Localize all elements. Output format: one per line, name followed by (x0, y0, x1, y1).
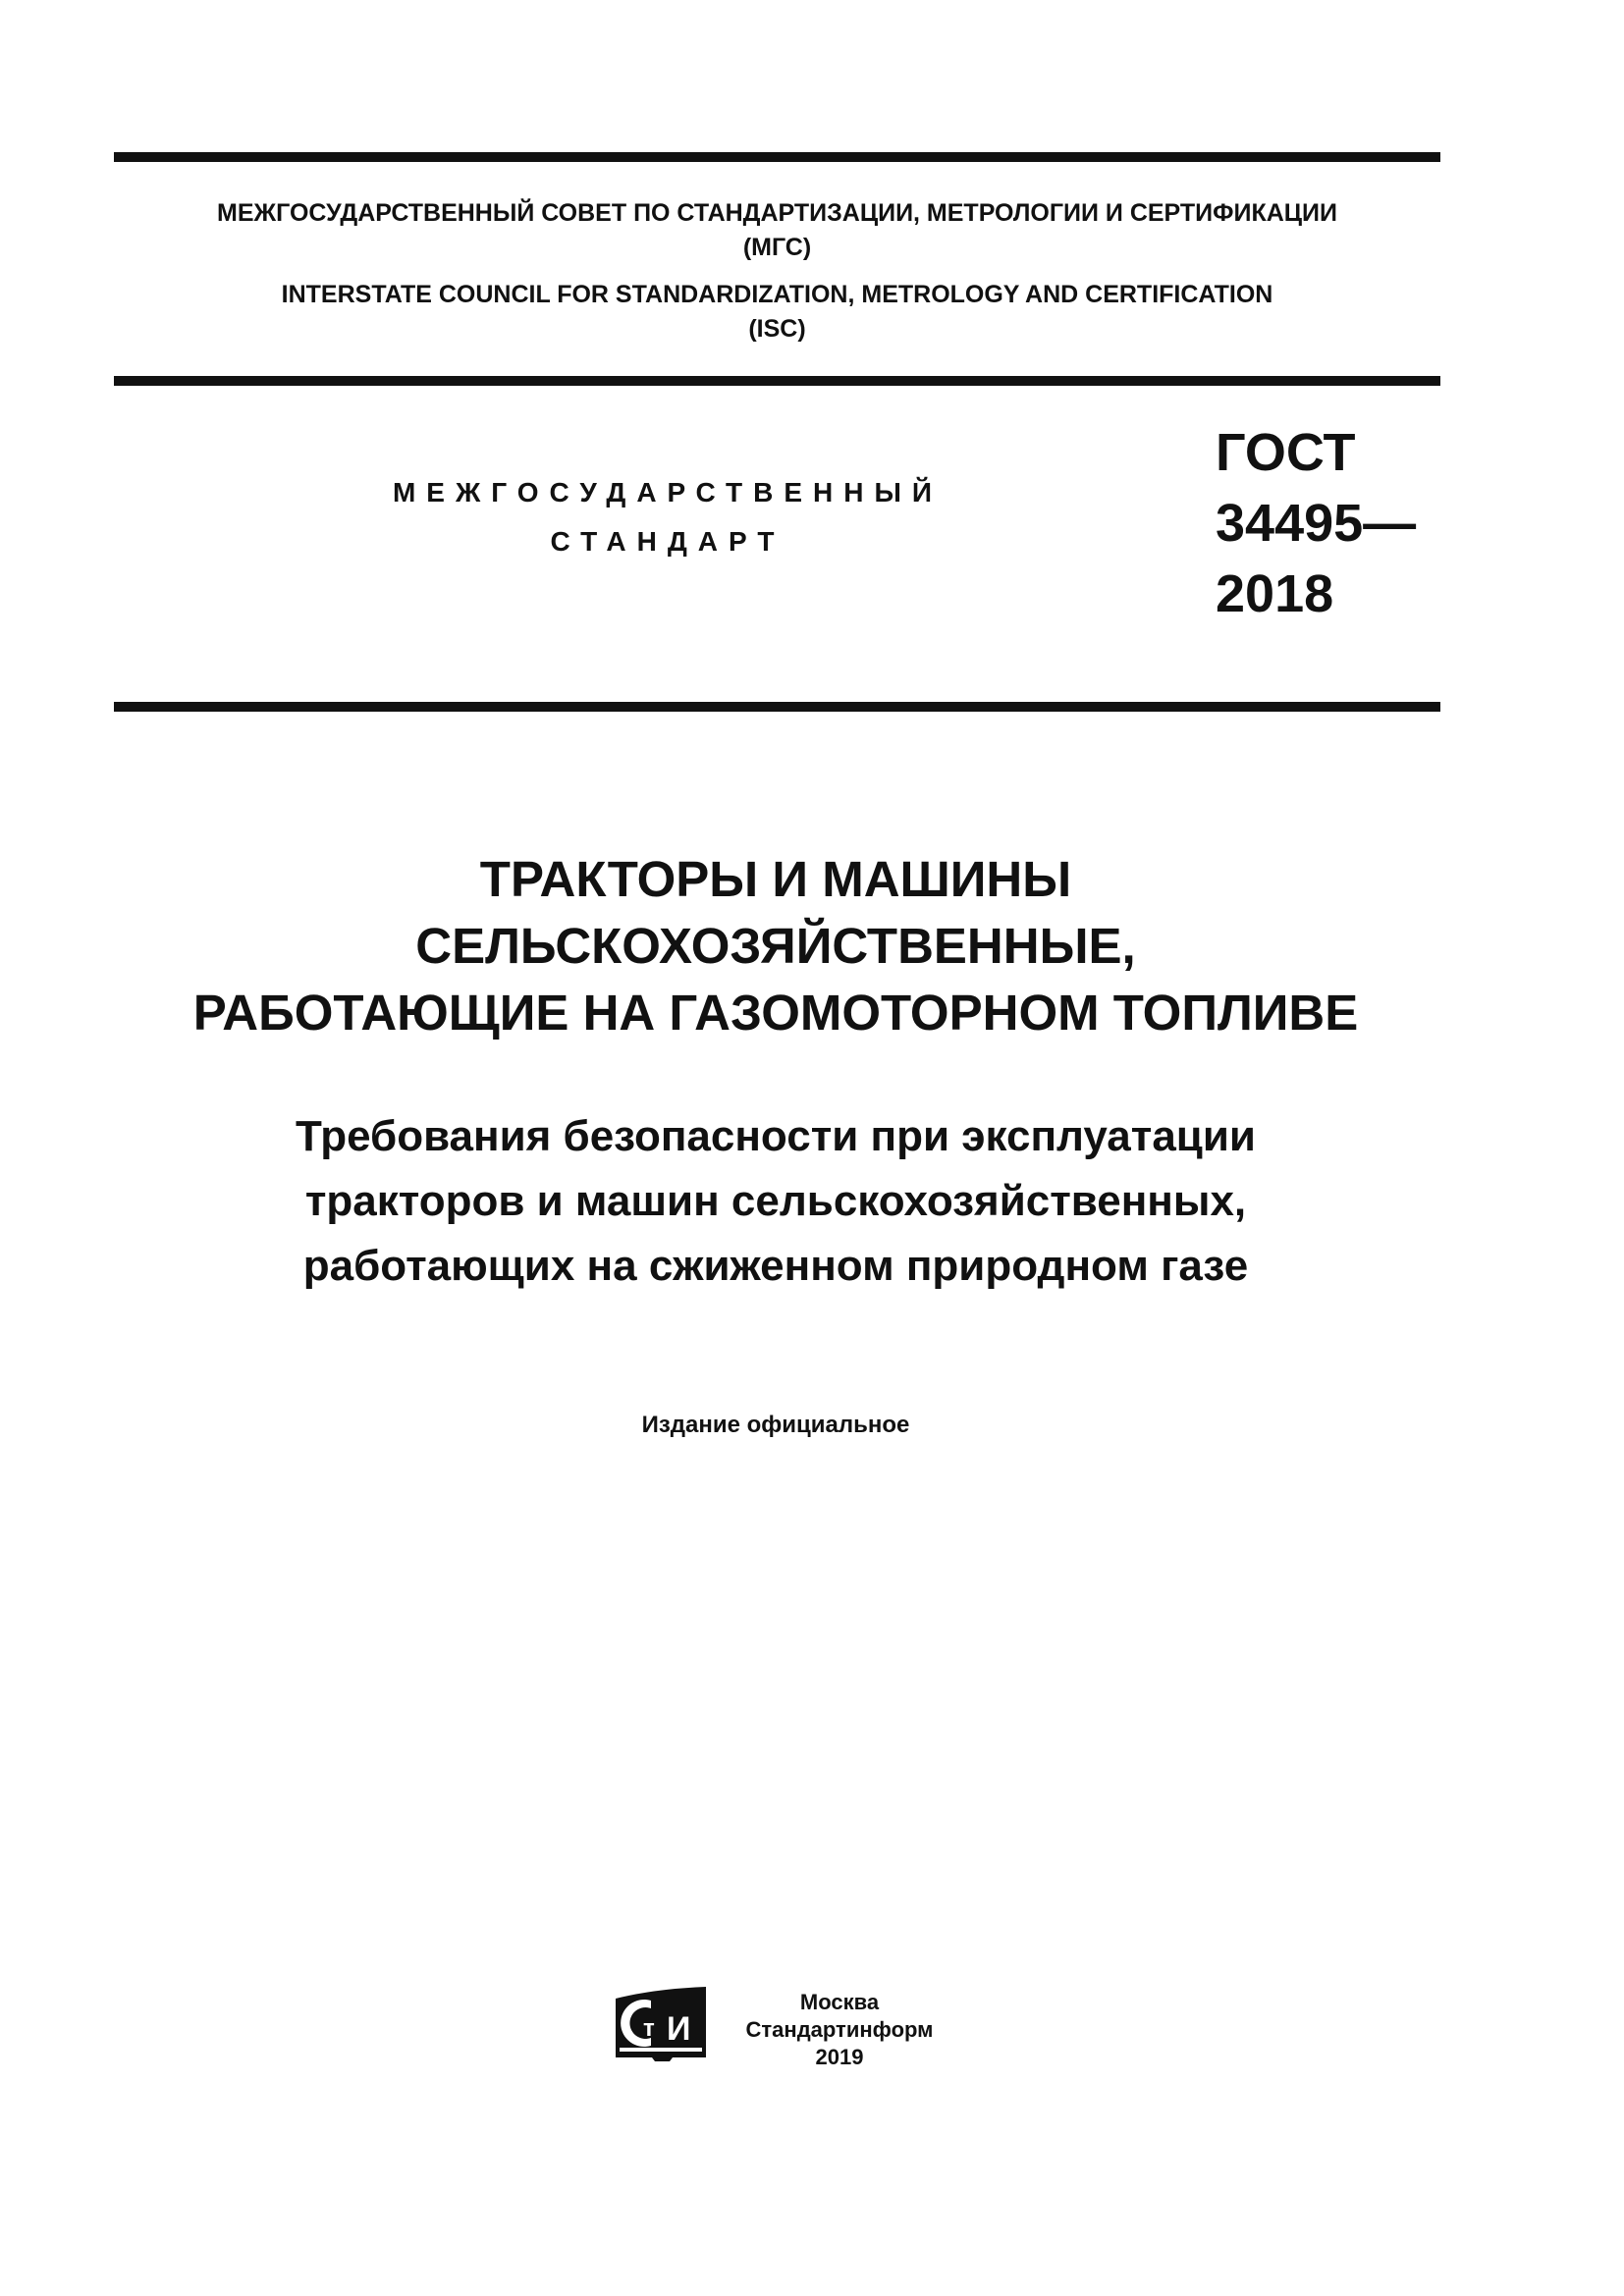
publisher-name: Стандартинформ (745, 2017, 934, 2042)
document-title (79, 846, 1473, 1046)
council-name-en: INTERSTATE COUNCIL FOR STANDARDIZATION, METROLOGY AND CERTIFICATION (281, 281, 1273, 308)
standartinform-logo (616, 1987, 706, 2063)
middle-rule (114, 376, 1440, 386)
publisher-year: 2019 (815, 2045, 864, 2069)
gost-year: 2018 (1216, 564, 1334, 623)
bottom-rule (114, 702, 1440, 712)
subtitle-line: Требования безопасности при эксплуатации (296, 1112, 1256, 1160)
edition-note: Издание официальное (641, 1412, 910, 1438)
gost-designation (1216, 417, 1416, 629)
publisher-info (727, 1989, 952, 2071)
council-name-ru: МЕЖГОСУДАРСТВЕННЫЙ СОВЕТ ПО СТАНДАРТИЗАЦИИ, МЕТРОЛОГИИ И СЕРТИФИКАЦИИ (217, 199, 1337, 227)
council-abbr-en: (ISC) (748, 315, 806, 343)
top-rule (114, 152, 1440, 162)
title-line: РАБОТАЮЩИЕ НА ГАЗОМОТОРНОМ ТОПЛИВЕ (192, 985, 1359, 1041)
gost-number: 34495— (1216, 494, 1417, 553)
subtitle-line: работающих на сжиженном природном газе (302, 1242, 1249, 1290)
council-abbr-ru: (МГС) (742, 234, 812, 261)
publisher-city: Москва (799, 1990, 880, 2014)
standard-type-line2: СТАНДАРТ (550, 526, 785, 557)
document-subtitle (79, 1104, 1473, 1299)
title-line: СЕЛЬСКОХОЗЯЙСТВЕННЫЕ, (415, 918, 1136, 974)
subtitle-line: тракторов и машин сельскохозяйственных, (304, 1177, 1247, 1225)
title-line: ТРАКТОРЫ И МАШИНЫ (479, 851, 1072, 907)
svg-text:И: И (667, 2010, 691, 2048)
gost-label: ГОСТ (1216, 423, 1356, 482)
standard-type-line1: МЕЖГОСУДАРСТВЕННЫЙ (392, 477, 944, 507)
svg-text:т: т (643, 2015, 655, 2042)
